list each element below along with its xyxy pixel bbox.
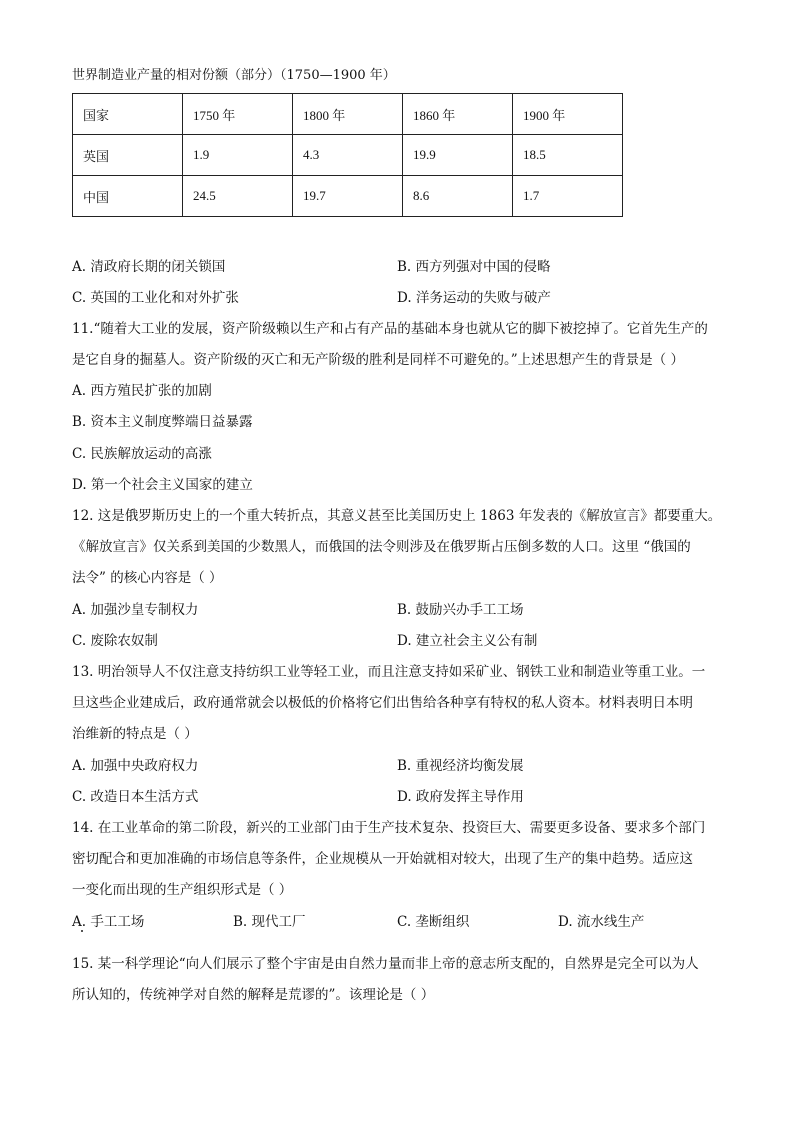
- table-header-cell: 1750 年: [183, 94, 293, 135]
- q10-option-d: D. 洋务运动的失败与破产: [397, 290, 551, 306]
- q14-option-a: A. 手工工场: [72, 914, 145, 930]
- manufacturing-share-table: [72, 93, 623, 217]
- stray-mark: [81, 930, 83, 932]
- q13-option-b: B. 重视经济均衡发展: [397, 758, 524, 774]
- table-cell: 4.3: [293, 135, 403, 176]
- table-header-row: [73, 94, 623, 135]
- q14-stem-line: 密切配合和更加准确的市场信息等条件，企业规模从一开始就相对较大，出现了生产的集中趋势。适应这: [72, 851, 693, 867]
- table-header-cell: 国家: [73, 94, 183, 135]
- table-cell: 18.5: [513, 135, 623, 176]
- q12-option-c: C. 废除农奴制: [72, 633, 158, 649]
- q11-option-a: A. 西方殖民扩张的加剧: [72, 383, 212, 399]
- q13-stem-line: 13. 明治领导人不仅注意支持纺织工业等轻工业，而且注意支持如采矿业、钢铁工业和制造业等重工业。一: [72, 664, 706, 680]
- table-header-cell: 1900 年: [513, 94, 623, 135]
- q12-stem-line: 12. 这是俄罗斯历史上的一个重大转折点，其意义甚至比美国历史上 1863 年发表的《解放宣言》都要重大。: [72, 508, 722, 524]
- q13-option-a: A. 加强中央政府权力: [72, 758, 199, 774]
- table-cell: 1.9: [183, 135, 293, 176]
- q12-option-a: A. 加强沙皇专制权力: [72, 602, 199, 618]
- q15-stem-line: 15. 某一科学理论“向人们展示了整个宇宙是由自然力量而非上帝的意志所支配的，自然界是完全可以为人: [72, 956, 699, 972]
- table-row: [73, 176, 623, 217]
- q13-option-c: C. 改造日本生活方式: [72, 789, 199, 805]
- table-cell: 19.7: [293, 176, 403, 217]
- q11-stem-line: 是它自身的掘墓人。资产阶级的灭亡和无产阶级的胜利是同样不可避免的。”上述思想产生的背景是（ ）: [72, 352, 684, 368]
- q12-stem-line: 《解放宣言》仅关系到美国的少数黑人，而俄国的法令则涉及在俄罗斯占压倒多数的人口。这里 “俄国的: [72, 539, 691, 555]
- q14-option-b: B. 现代工厂: [233, 914, 306, 930]
- table-caption: 世界制造业产量的相对份额（部分）（1750—1900 年）: [72, 68, 396, 83]
- q11-stem-line: 11.“随着大工业的发展，资产阶级赖以生产和占有产品的基础本身也就从它的脚下被挖掉了。它首先生产的: [72, 321, 708, 337]
- q12-option-d: D. 建立社会主义公有制: [397, 633, 538, 649]
- table-header-cell: 1860 年: [403, 94, 513, 135]
- q10-option-b: B. 西方列强对中国的侵略: [397, 259, 551, 275]
- q14-stem-line: 一变化而出现的生产组织形式是（ ）: [72, 882, 293, 898]
- table-cell: 1.7: [513, 176, 623, 217]
- q15-stem-line: 所认知的，传统神学对自然的解释是荒谬的”。该理论是（ ）: [72, 987, 435, 1003]
- q10-option-c: C. 英国的工业化和对外扩张: [72, 290, 239, 306]
- q13-stem-line: 旦这些企业建成后，政府通常就会以极低的价格将它们出售给各种享有特权的私人资本。材料表明日本明: [72, 695, 693, 711]
- q11-option-d: D. 第一个社会主义国家的建立: [72, 477, 253, 493]
- table-cell: 英国: [73, 135, 183, 176]
- q13-stem-line: 治维新的特点是（ ）: [72, 726, 198, 742]
- q11-option-c: C. 民族解放运动的高涨: [72, 446, 212, 462]
- table-row: [73, 135, 623, 176]
- table-header-cell: 1800 年: [293, 94, 403, 135]
- table-cell: 中国: [73, 176, 183, 217]
- q13-option-d: D. 政府发挥主导作用: [397, 789, 524, 805]
- table-cell: 8.6: [403, 176, 513, 217]
- table-cell: 24.5: [183, 176, 293, 217]
- q14-option-d: D. 流水线生产: [558, 914, 645, 930]
- q12-stem-line: 法令” 的核心内容是（ ）: [72, 570, 223, 586]
- q14-option-c: C. 垄断组织: [397, 914, 470, 930]
- q12-option-b: B. 鼓励兴办手工工场: [397, 602, 524, 618]
- q11-option-b: B. 资本主义制度弊端日益暴露: [72, 414, 253, 430]
- q10-option-a: A. 清政府长期的闭关锁国: [72, 259, 226, 275]
- table-cell: 19.9: [403, 135, 513, 176]
- q14-stem-line: 14. 在工业革命的第二阶段，新兴的工业部门由于生产技术复杂、投资巨大、需要更多设备、要求多个部门: [72, 820, 706, 836]
